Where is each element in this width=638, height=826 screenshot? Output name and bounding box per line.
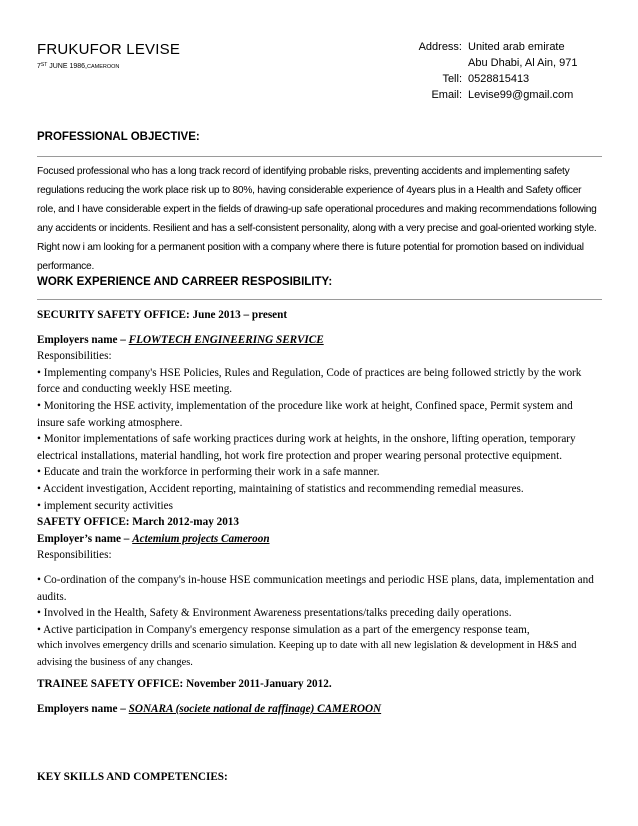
candidate-name: FRUKUFOR LEVISE — [37, 41, 181, 58]
dob-place: CAMEROON — [86, 64, 120, 70]
contact-label: Email: — [431, 89, 462, 101]
contact-phone: 0528815413 — [468, 73, 530, 85]
contact-label: Address: — [418, 41, 462, 53]
job3-employer-prefix: Employers name – — [37, 703, 129, 716]
job1-employer-line — [37, 332, 602, 349]
contact-row-address — [380, 39, 577, 55]
job1-responsibilities-label: Responsibilities: — [37, 350, 112, 363]
skills-heading: KEY SKILLS AND COMPETENCIES: — [37, 771, 228, 783]
contact-address-line2: Abu Dhabi, Al Ain, 971 — [468, 57, 578, 69]
experience-heading: WORK EXPERIENCE AND CARREER RESPOSIBILITY: — [37, 276, 333, 288]
contact-label — [380, 55, 468, 71]
job2-bullet: • Active participation in Company's emergency response simulation as a part of the emergency response team, — [37, 623, 530, 636]
experience-body — [37, 307, 602, 718]
dob-suffix: ST — [40, 62, 48, 68]
contact-row-address-2 — [380, 55, 577, 71]
dob-month-year: JUNE 1986, — [47, 63, 87, 70]
job3-employer-line — [37, 701, 602, 718]
dob-day: 7 — [37, 63, 41, 70]
date-of-birth — [37, 62, 119, 70]
contact-email: Levise99@gmail.com — [468, 89, 574, 101]
contact-address-line1: United arab emirate — [468, 41, 565, 53]
job2-bullet: • Involved in the Health, Safety & Environment Awareness presentations/talks preceding daily operations. — [37, 607, 512, 620]
job3-title: TRAINEE SAFETY OFFICE: November 2011-January 2012. — [37, 678, 332, 691]
job1-employer-prefix: Employers name – — [37, 333, 129, 346]
job2-small-text: which involves emergency drills and scenario simulation. Keeping up to date with all new legislation & development in H&S and advising the business of any changes. — [37, 640, 577, 668]
job2-title: SAFETY OFFICE: March 2012-may 2013 — [37, 516, 239, 529]
job1-bullet: • implement security activities — [37, 499, 173, 512]
objective-heading: PROFESSIONAL OBJECTIVE: — [37, 131, 200, 143]
job1-bullet: • Accident investigation, Accident reporting, maintaining of statistics and recommending remedial measures. — [37, 482, 524, 495]
contact-block — [380, 39, 577, 103]
job1-employer-name: FLOWTECH ENGINEERING SERVICE — [128, 333, 324, 346]
job1-title: SECURITY SAFETY OFFICE: June 2013 – present — [37, 309, 288, 321]
objective-divider — [37, 156, 602, 157]
job1-bullet: • Implementing company's HSE Policies, Rules and Regulation, Code of practices are being followed strictly by the work force and conducting weekly HSE meeting. — [37, 366, 582, 396]
job1-bullet: • Educate and train the workforce in performing their work in a safe manner. — [37, 466, 380, 479]
job1-bullet: • Monitoring the HSE activity, implementation of the procedure like work at height, Confined space, Permit system and insure safe working atmosphere. — [37, 399, 573, 429]
job2-bullet: • Co-ordination of the company's in-house HSE communication meetings and periodic HSE plans, data, implementation and audits. — [37, 573, 594, 603]
job2-responsibilities-label: Responsibilities: — [37, 549, 112, 562]
contact-row-email — [380, 87, 577, 103]
contact-row-phone — [380, 71, 577, 87]
job2-employer-line — [37, 531, 602, 548]
experience-divider — [37, 299, 602, 300]
job2-employer-prefix: Employer’s name – — [37, 532, 133, 545]
job2-employer-name: Actemium projects Cameroon — [132, 532, 270, 545]
objective-text: Focused professional who has a long track record of identifying probable risks, preventing accidents and implementing safety regulations reducing the work place risk up to 80%, having considerable experience of 4years plus in a Health and Safety officer role, and I have considerable expert in the fields of drawing-up safe operational procedures and making recommendations following any accidents or incidents. Resilient and has a self-consistent personality, along with a very precise and goal-oriented working style. Right now i am looking for a permanent position with a company where there is future potential for promotion based on individual performance. — [37, 166, 597, 272]
job1-bullet: • Monitor implementations of safe working practices during work at heights, in the onshore, lifting operation, temporary electrical installations, material handling, hot work fire protection and proper wearing personal protective equipment. — [37, 433, 576, 462]
contact-label: Tell: — [442, 73, 462, 85]
job3-employer-name: SONARA (societe national de raffinage) CAMEROON — [128, 703, 382, 716]
